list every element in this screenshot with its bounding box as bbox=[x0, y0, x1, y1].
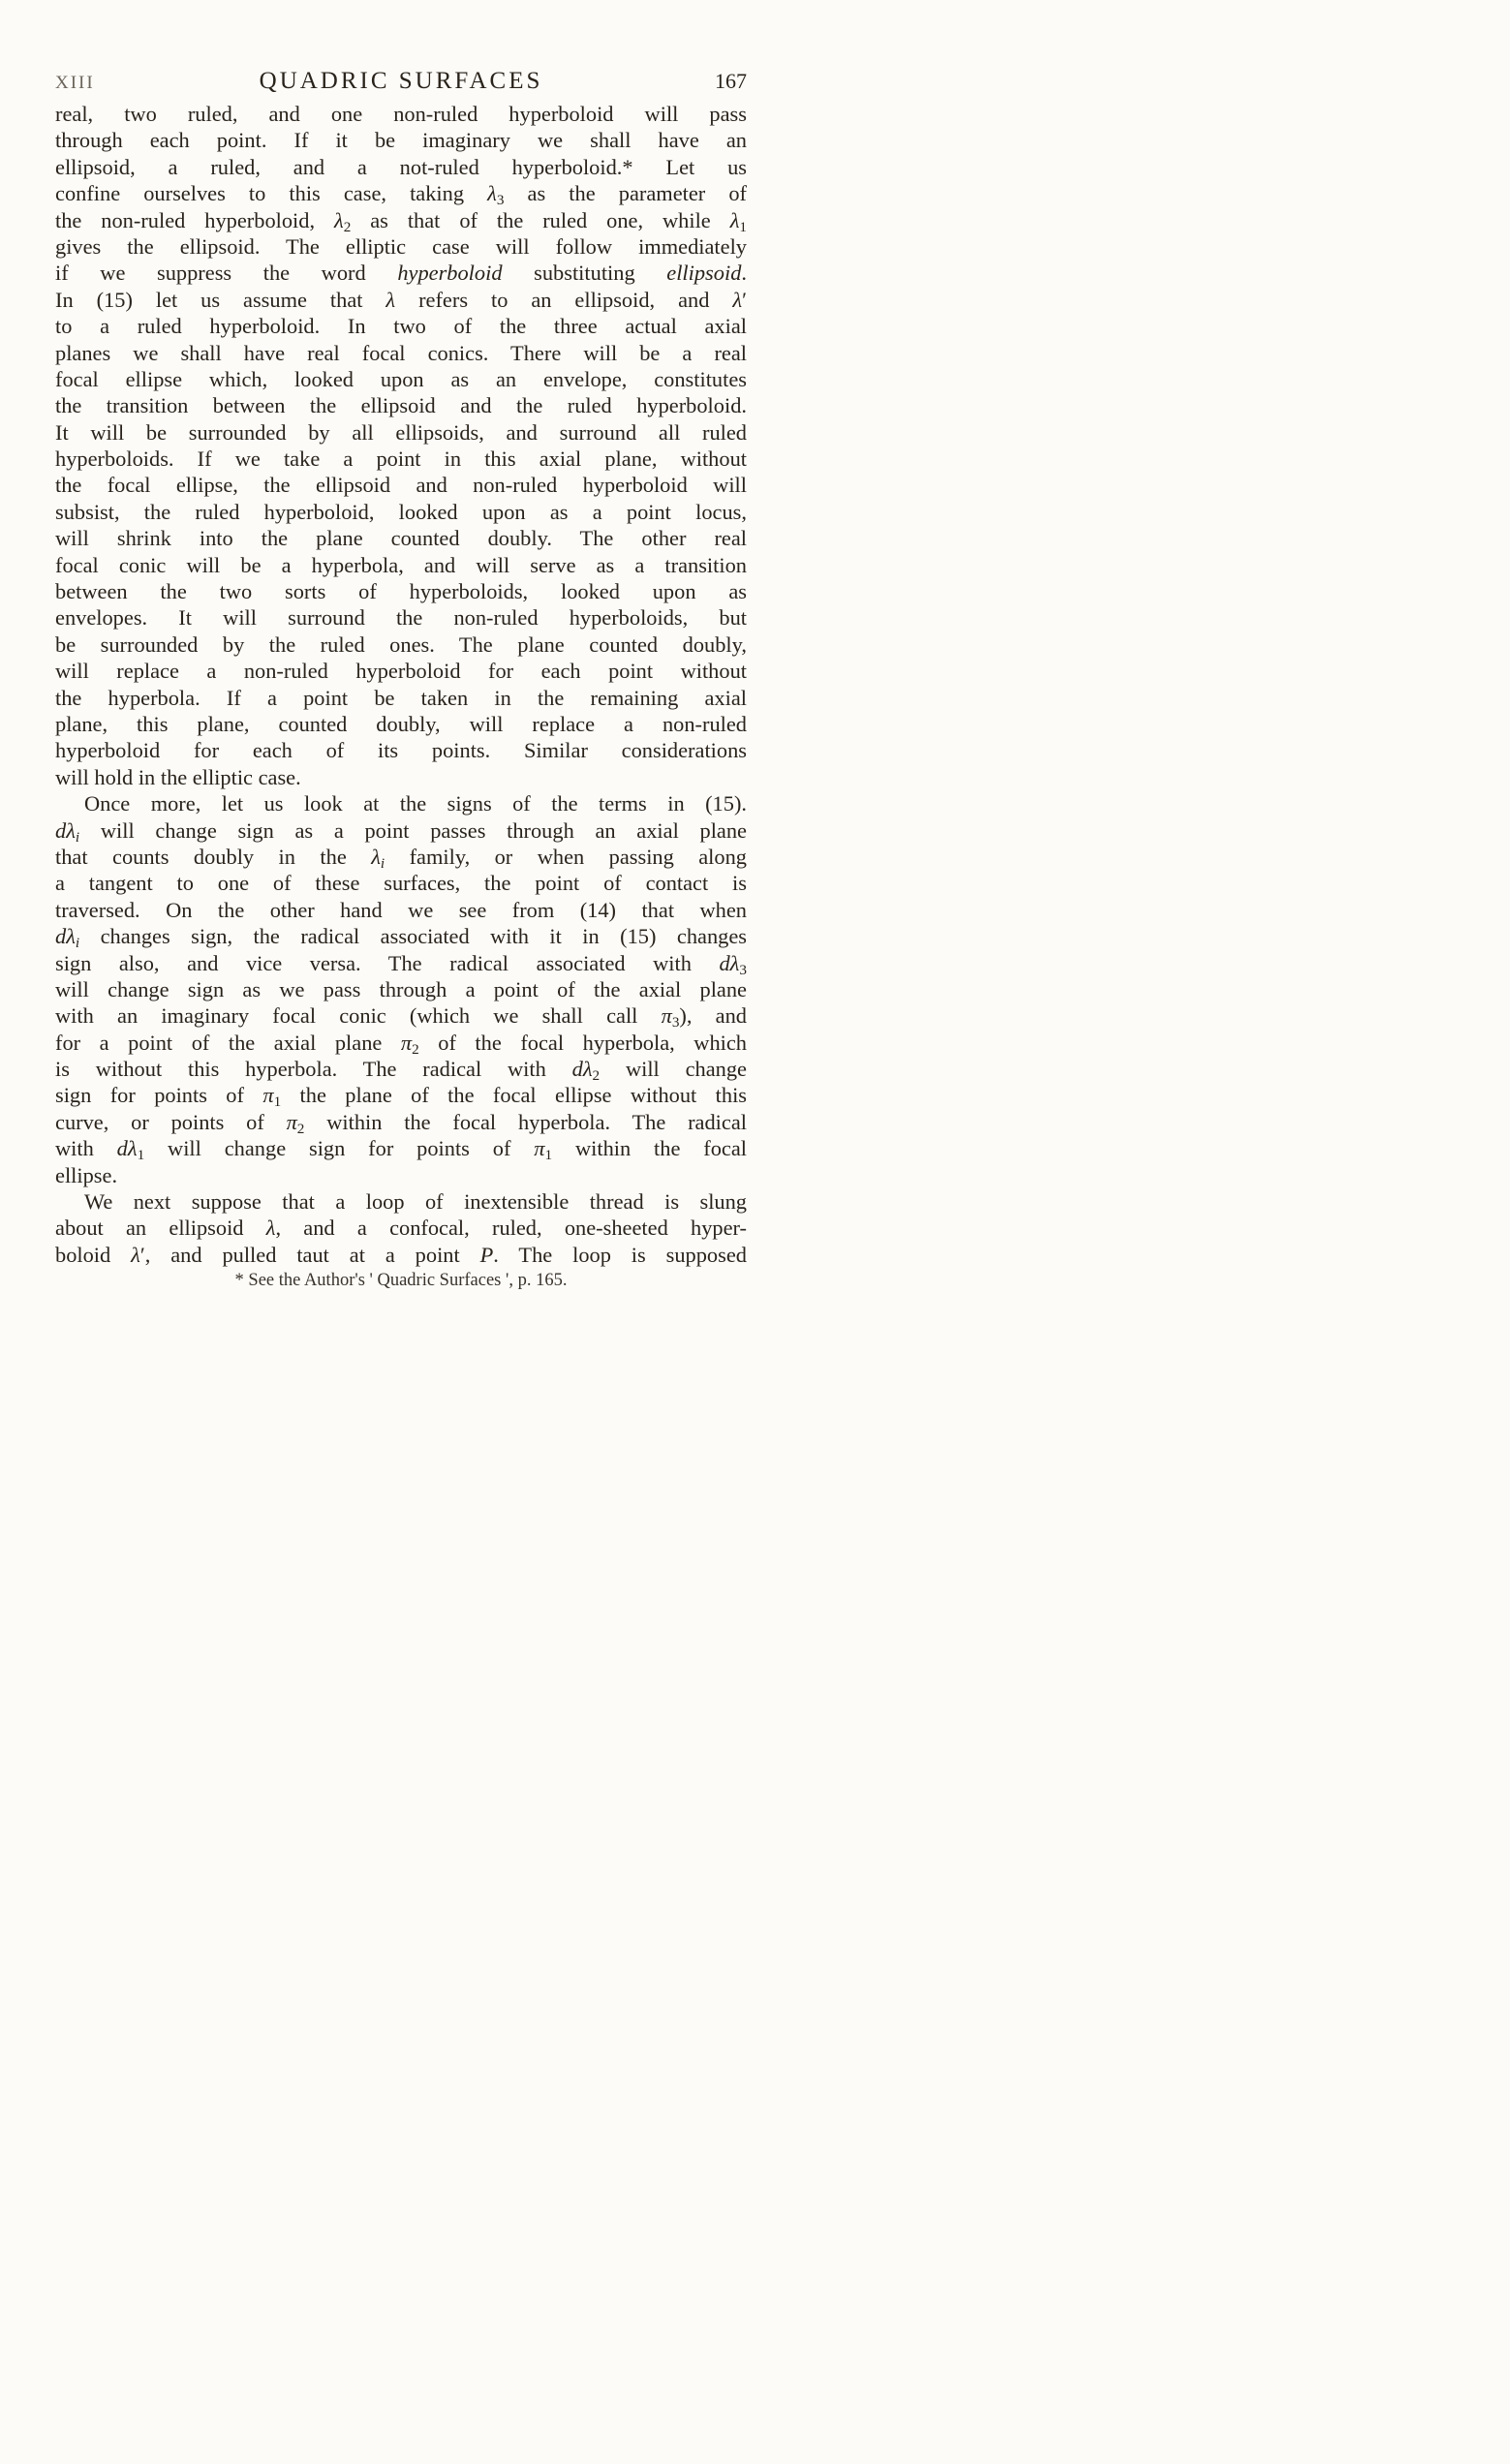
footnote: * See the Author's ' Quadric Surfaces ', p. 165. bbox=[234, 1271, 568, 1290]
text-line: is without this hyperbola. The radical with $d\lambda_2$ will change bbox=[55, 1057, 747, 1084]
text-line: for a point of the axial plane $\pi_2$ of the focal hyperbola, which bbox=[55, 1030, 748, 1058]
text-line: focal ellipse which, looked upon as an envelope, constitutes bbox=[55, 366, 747, 391]
text-line: hyperboloids. If we take a point in this axial plane, without bbox=[55, 447, 747, 472]
text-line: In (15) let us assume that λ refers to an ellipsoid, and λ′ bbox=[55, 287, 747, 312]
text-line: ellipsoid, a ruled, and a not-ruled hyperboloid.* Let us bbox=[55, 154, 747, 179]
text-line: through each point. If it be imaginary we shall have an bbox=[55, 128, 747, 153]
text-line: sign also, and vice versa. The radical associated with $d\lambda_3$ bbox=[55, 950, 747, 978]
text-line: confine ourselves to this case, taking $\lambda_3$ as the parameter of bbox=[55, 181, 747, 208]
text-line: will change sign as we pass through a point of the axial plane bbox=[55, 976, 747, 1001]
text-line: the transition between the ellipsoid and the ruled hyperboloid. bbox=[55, 393, 747, 418]
text-line: Once more, let us look at the signs of the terms in (15). bbox=[84, 791, 747, 816]
text-line: with an imaginary focal conic (which we shall call $\pi_3$), and bbox=[55, 1003, 747, 1032]
text-line: the non-ruled hyperboloid, $\lambda_2$ as that of the ruled one, while $\lambda_1$ bbox=[55, 207, 747, 235]
text-line: if we suppress the word hyperboloid substituting ellipsoid. bbox=[55, 261, 747, 286]
text-line: plane, this plane, counted doubly, will replace a non-ruled bbox=[55, 711, 747, 736]
text-line: $d\lambda_i$ will change sign as a point passes through an axial plane bbox=[55, 817, 747, 846]
text-line: gives the ellipsoid. The elliptic case will follow immediately bbox=[55, 233, 747, 259]
text-line: be surrounded by the ruled ones. The plane counted doubly, bbox=[55, 631, 747, 657]
text-line: the hyperbola. If a point be taken in the remaining axial bbox=[55, 685, 747, 710]
text-line: with $d\lambda_1$ will change sign for points of $\pi_1$ within the focal bbox=[55, 1136, 747, 1164]
text-line: that counts doubly in the $\lambda_i$ family, or when passing along bbox=[55, 844, 747, 872]
text-line: planes we shall have real focal conics. There will be a real bbox=[55, 340, 747, 365]
text-line: to a ruled hyperboloid. In two of the three actual axial bbox=[55, 314, 747, 339]
text-line: traversed. On the other hand we see from (14) that when bbox=[55, 897, 747, 922]
running-head-title: QUADRIC SURFACES bbox=[259, 68, 543, 94]
text-line: subsist, the ruled hyperboloid, looked upon as a point locus, bbox=[55, 499, 747, 524]
text-line: will shrink into the plane counted doubly. The other real bbox=[55, 526, 747, 551]
text-line: ellipse. bbox=[55, 1162, 118, 1187]
text-line: envelopes. It will surround the non-ruled hyperboloids, but bbox=[55, 605, 747, 631]
text-line: focal conic will be a hyperbola, and will serve as a transition bbox=[55, 552, 747, 577]
text-line: will replace a non-ruled hyperboloid for each point without bbox=[55, 659, 747, 684]
text-line: sign for points of $\pi_1$ the plane of the focal ellipse without this bbox=[55, 1083, 748, 1111]
text-line: a tangent to one of these surfaces, the point of contact is bbox=[55, 871, 747, 896]
text-line: about an ellipsoid λ, and a confocal, ruled, one-sheeted hyper- bbox=[55, 1216, 747, 1241]
text-line: $d\lambda_i$ changes sign, the radical associated with it in (15) changes bbox=[55, 924, 747, 951]
text-line: the focal ellipse, the ellipsoid and non-ruled hyperboloid will bbox=[55, 473, 747, 498]
chapter-number: XIII bbox=[55, 73, 95, 93]
text-line: boloid λ′, and pulled taut at a point P. The loop is supposed bbox=[55, 1242, 747, 1267]
text-line: curve, or points of $\pi_2$ within the focal hyperbola. The radical bbox=[55, 1109, 747, 1137]
page-number: 167 bbox=[715, 69, 748, 93]
text-line: We next suppose that a loop of inextensible thread is slung bbox=[84, 1189, 747, 1215]
text-line: between the two sorts of hyperboloids, looked upon as bbox=[55, 579, 747, 604]
text-line: real, two ruled, and one non-ruled hyperboloid will pass bbox=[55, 102, 747, 126]
text-line: hyperboloid for each of its points. Similar considerations bbox=[55, 738, 747, 763]
page-body-text bbox=[55, 101, 747, 1268]
text-line: will hold in the elliptic case. bbox=[55, 764, 301, 789]
text-line: It will be surrounded by all ellipsoids, and surround all ruled bbox=[55, 419, 747, 445]
page-header bbox=[55, 68, 747, 95]
